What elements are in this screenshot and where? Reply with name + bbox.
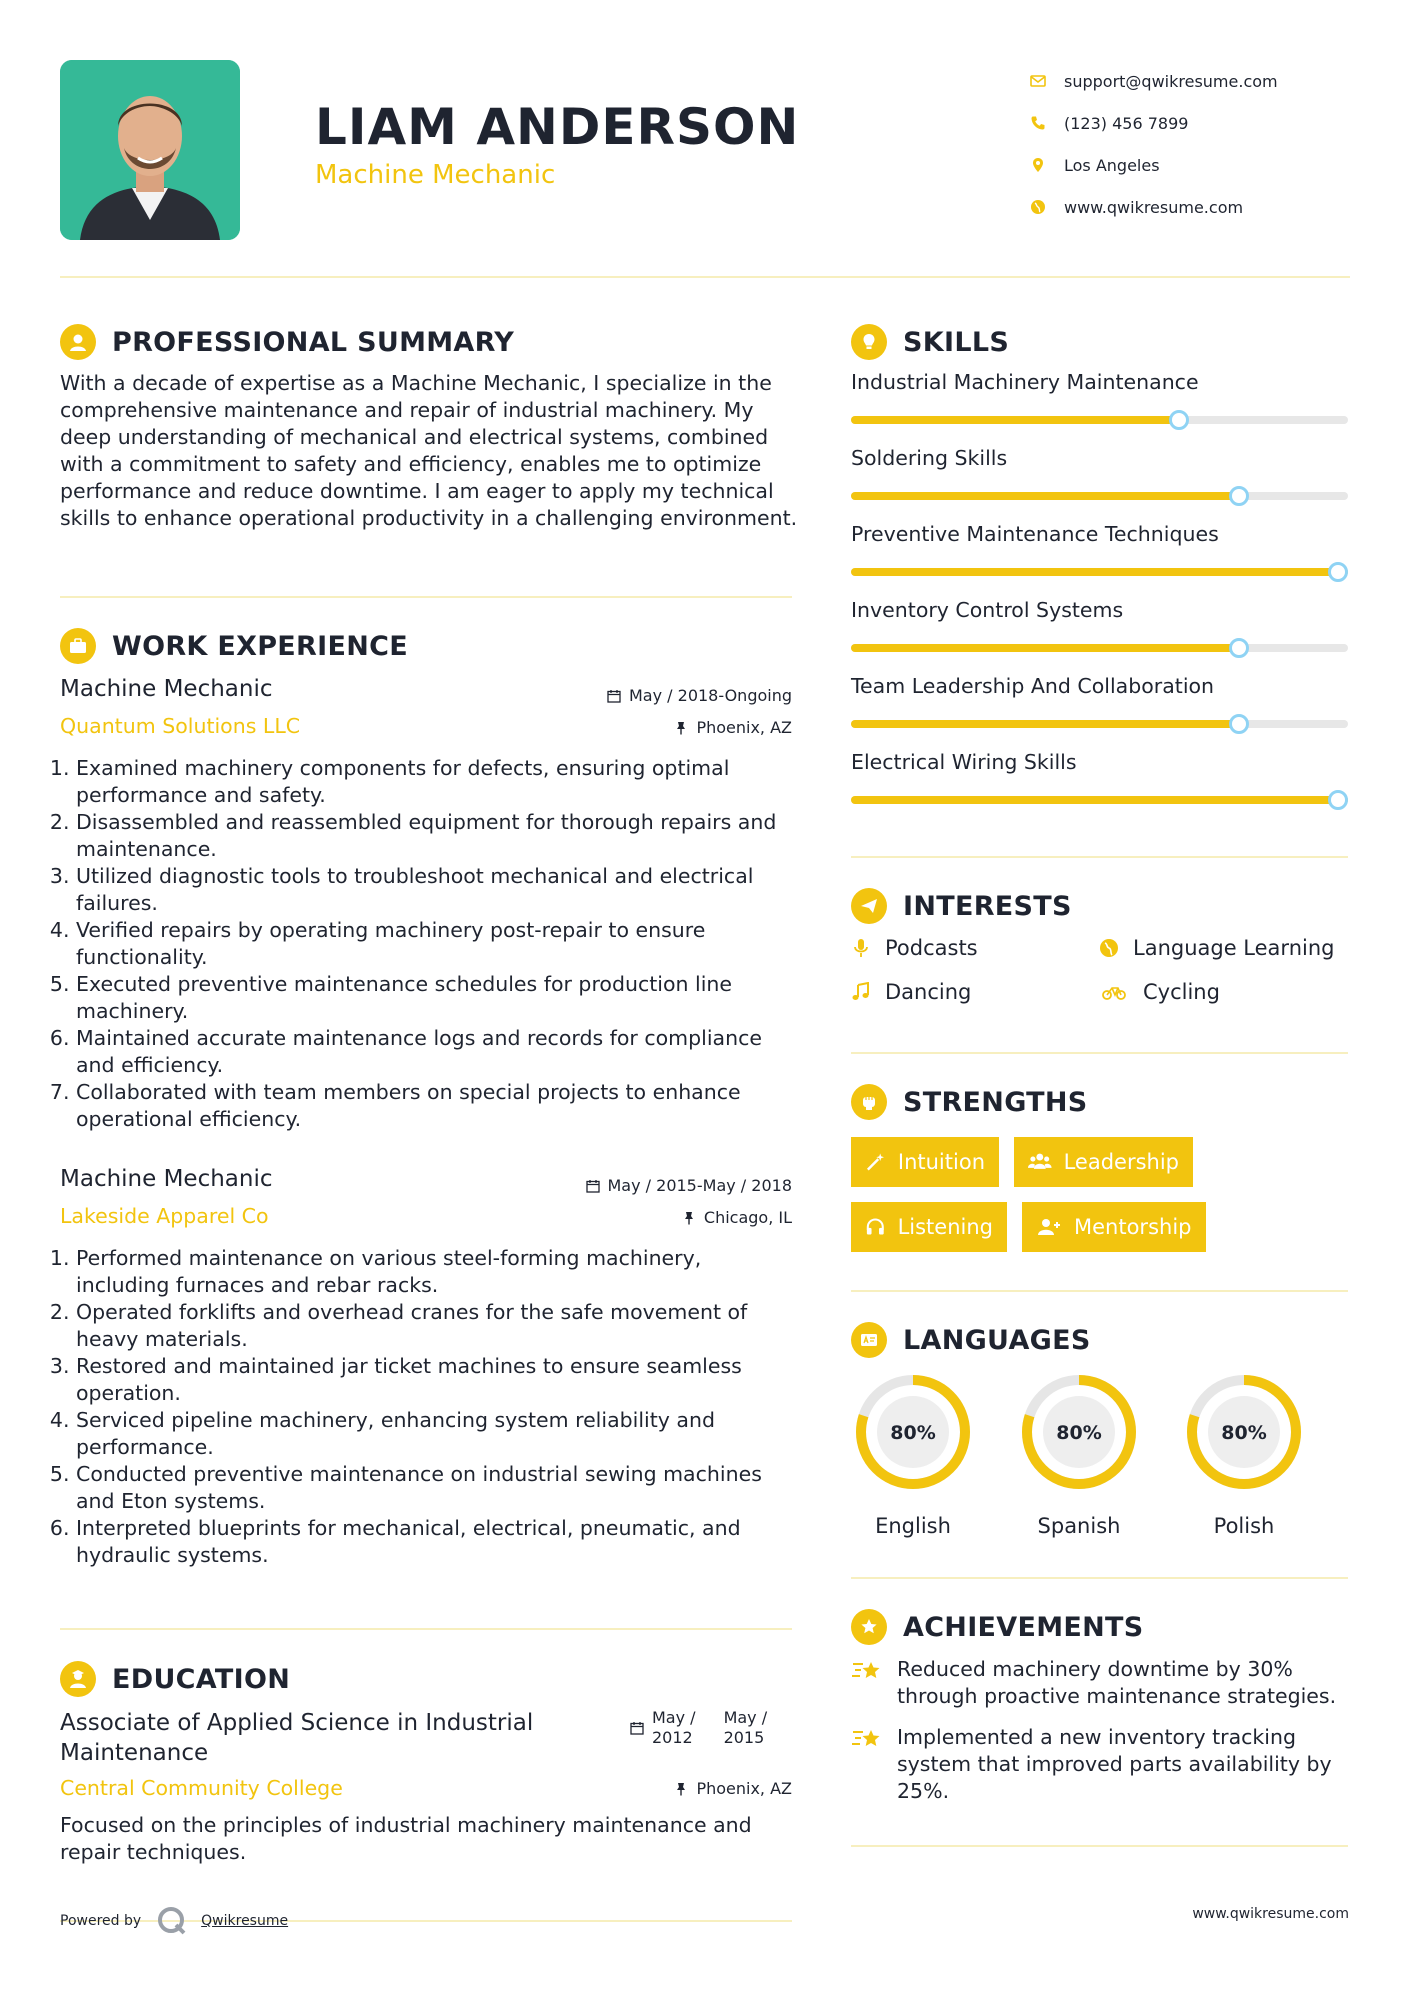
- language-percent: 80%: [890, 1422, 936, 1444]
- contact-list: [1030, 60, 1320, 228]
- skills-heading: [851, 324, 1009, 360]
- job-2-duties: [58, 1245, 798, 1569]
- bicycle-icon: [1099, 982, 1129, 1002]
- skill-track: [851, 568, 1348, 576]
- language-item: [1182, 1370, 1306, 1538]
- skill-fill: [851, 720, 1239, 728]
- language-item: [1017, 1370, 1141, 1538]
- job-1-title: Machine Mechanic: [60, 676, 273, 702]
- strengths-title: STRENGTHS: [903, 1086, 1088, 1118]
- skill-level-handle: [1229, 486, 1249, 506]
- education-description: Focused on the principles of industrial machinery maintenance and repair techniques.: [60, 1813, 752, 1864]
- job-1-dates: [520, 686, 792, 705]
- user-icon: [60, 324, 96, 360]
- name-block: [315, 98, 799, 190]
- summary-text: With a decade of expertise as a Machine Mechanic, I specialize in the comprehensive maintenance and repair of industrial machinery. My deep understanding of mechanical and electrical systems, combined with a commitment to safety and efficiency, enables me to optimize performance and reduce downtime. I am eager to apply my technical skills to enhance operational productivity in a challenging environment.: [60, 371, 798, 530]
- contact-phone[interactable]: [1030, 102, 1320, 144]
- education-end-month: May /: [723, 1708, 768, 1727]
- languages-heading: [851, 1322, 1091, 1358]
- pushpin-icon: [674, 721, 688, 735]
- website-text: www.qwikresume.com: [1064, 197, 1244, 217]
- envelope-icon: [1030, 73, 1064, 89]
- skill-label: Industrial Machinery Maintenance: [851, 370, 1199, 394]
- skill-track: [851, 644, 1348, 652]
- skills-title: SKILLS: [903, 326, 1010, 358]
- job-1-duty: 5. Executed preventive maintenance schedules for production line machinery.: [76, 971, 798, 1025]
- footer-site[interactable]: www.qwikresume.com: [1192, 1906, 1349, 1922]
- contact-email[interactable]: [1030, 60, 1320, 102]
- skill-label: Soldering Skills: [851, 446, 1008, 470]
- language-ring: [851, 1370, 975, 1494]
- calendar-icon: [630, 1721, 644, 1735]
- contact-website[interactable]: [1030, 186, 1320, 228]
- language-percent: 80%: [1221, 1422, 1267, 1444]
- powered-by-label: Powered by: [60, 1913, 142, 1929]
- skill-label: Team Leadership And Collaboration: [851, 674, 1215, 698]
- globe-icon: [1099, 938, 1119, 958]
- experience-title: WORK EXPERIENCE: [112, 630, 408, 662]
- pushpin-icon: [674, 1782, 688, 1796]
- user-plus-icon: [1036, 1216, 1062, 1238]
- job-2-duty: 4. Serviced pipeline machinery, enhancing system reliability and performance.: [76, 1407, 798, 1461]
- job-2-duty: 2. Operated forklifts and overhead cranes for the safe movement of heavy materials.: [76, 1299, 798, 1353]
- skill-track: [851, 416, 1348, 424]
- strength-label: Leadership: [1063, 1150, 1179, 1174]
- calendar-icon: [586, 1179, 600, 1193]
- strengths-divider: [851, 1290, 1348, 1292]
- interest-label: Language Learning: [1133, 936, 1335, 960]
- job-1-location-text: Phoenix, AZ: [696, 718, 792, 737]
- education-start-month: May /: [652, 1708, 696, 1727]
- interest-cycling: [1099, 980, 1220, 1004]
- interests-title: INTERESTS: [903, 890, 1072, 922]
- profile-photo: [60, 60, 240, 240]
- job-1-duties: [58, 755, 798, 1133]
- achievement-text: Reduced machinery downtime by 30% through proactive maintenance strategies.: [897, 1657, 1337, 1708]
- achievement-item: [851, 1724, 1351, 1805]
- summary-divider: [60, 596, 792, 598]
- interest-podcasts: [851, 936, 978, 960]
- footer-powered-by: [60, 1904, 288, 1938]
- job-1-duty: 2. Disassembled and reassembled equipment for thorough repairs and maintenance.: [76, 809, 798, 863]
- degree-title: Associate of Applied Science in Industrial Maintenance: [60, 1710, 534, 1766]
- lightbulb-icon: [851, 324, 887, 360]
- map-pin-icon: [1030, 157, 1064, 173]
- shooting-star-icon: [851, 1724, 885, 1754]
- globe-icon: [1030, 199, 1064, 215]
- skill-track: [851, 720, 1348, 728]
- contact-location: [1030, 144, 1320, 186]
- job-2-company: Lakeside Apparel Co: [60, 1204, 269, 1228]
- job-2-duty: 3. Restored and maintained jar ticket machines to ensure seamless operation.: [76, 1353, 798, 1407]
- language-name: Polish: [1213, 1514, 1275, 1538]
- phone-text: (123) 456 7899: [1064, 113, 1189, 133]
- skill-level-handle: [1328, 790, 1348, 810]
- achievements-divider: [851, 1845, 1348, 1847]
- job-1-duty: 7. Collaborated with team members on special projects to enhance operational efficiency.: [76, 1079, 798, 1133]
- strengths-heading: [851, 1084, 1088, 1120]
- microphone-icon: [851, 938, 871, 958]
- job-2-duty: 6. Interpreted blueprints for mechanical, electrical, pneumatic, and hydraulic systems.: [76, 1515, 798, 1569]
- interest-label: Dancing: [885, 980, 972, 1004]
- shooting-star-icon: [851, 1656, 885, 1686]
- job-2-duty: 1. Performed maintenance on various steel-forming machinery, including furnaces and rebar racks.: [76, 1245, 798, 1299]
- qwikresume-link[interactable]: Qwikresume: [201, 1913, 289, 1929]
- skill-fill: [851, 568, 1348, 576]
- header-divider: [60, 276, 1350, 278]
- interest-dancing: [851, 980, 971, 1004]
- education-end-year: 2015: [723, 1728, 765, 1747]
- fist-icon: [851, 1084, 887, 1120]
- skill-level-handle: [1229, 638, 1249, 658]
- strength-tag-listening: [851, 1202, 1007, 1252]
- job-2-dates: [500, 1176, 792, 1195]
- experience-divider: [60, 1628, 792, 1630]
- calendar-icon: [607, 689, 621, 703]
- summary-heading: [60, 324, 514, 360]
- interests-divider: [851, 1052, 1348, 1054]
- job-1-company: Quantum Solutions LLC: [60, 714, 301, 738]
- skill-label: Inventory Control Systems: [851, 598, 1124, 622]
- skill-track: [851, 492, 1348, 500]
- education-end: [724, 1708, 768, 1748]
- achievement-text: Implemented a new inventory tracking system that improved parts availability by 25%.: [897, 1725, 1332, 1803]
- phone-icon: [1030, 115, 1064, 131]
- skill-label: Electrical Wiring Skills: [851, 750, 1077, 774]
- language-ring: [1182, 1370, 1306, 1494]
- skill-level-handle: [1328, 562, 1348, 582]
- interest-label: Cycling: [1143, 980, 1220, 1004]
- strength-tag-leadership: [1014, 1137, 1193, 1187]
- language-name: English: [875, 1514, 951, 1538]
- graduation-icon: [60, 1661, 96, 1697]
- education-start: [652, 1708, 696, 1748]
- education-dates: [630, 1708, 792, 1748]
- job-2-dates-text: May / 2015-May / 2018: [607, 1176, 792, 1195]
- music-note-icon: [851, 982, 871, 1002]
- resume-header: [60, 60, 1350, 240]
- school-name: Central Community College: [60, 1776, 343, 1800]
- language-name: Spanish: [1037, 1514, 1121, 1538]
- summary-title: PROFESSIONAL SUMMARY: [112, 326, 515, 358]
- strength-tag-intuition: [851, 1137, 999, 1187]
- skill-fill: [851, 796, 1348, 804]
- job-2-location-text: Chicago, IL: [703, 1208, 792, 1227]
- candidate-name: LIAM ANDERSON: [315, 98, 800, 156]
- education-heading: [60, 1661, 290, 1697]
- interests-heading: [851, 888, 1072, 924]
- language-item: [851, 1370, 975, 1538]
- job-1-location: [520, 718, 792, 737]
- achievement-item: [851, 1656, 1351, 1710]
- job-2-location: [520, 1208, 792, 1227]
- skills-divider: [851, 856, 1348, 858]
- pushpin-icon: [682, 1211, 696, 1225]
- education-location-text: Phoenix, AZ: [696, 1779, 792, 1798]
- skill-track: [851, 796, 1348, 804]
- achievements-heading: [851, 1609, 1144, 1645]
- qwikresume-logo-icon: [155, 1904, 189, 1938]
- location-text: Los Angeles: [1064, 155, 1160, 175]
- strength-tag-mentorship: [1022, 1202, 1206, 1252]
- interest-label: Podcasts: [885, 936, 978, 960]
- education-location: [520, 1779, 792, 1798]
- education-title: EDUCATION: [112, 1663, 291, 1695]
- strength-label: Mentorship: [1074, 1215, 1192, 1239]
- skill-fill: [851, 416, 1179, 424]
- job-1-dates-text: May / 2018-Ongoing: [629, 686, 792, 705]
- users-icon: [1028, 1151, 1052, 1173]
- job-2-duty: 5. Conducted preventive maintenance on industrial sewing machines and Eton systems.: [76, 1461, 798, 1515]
- language-card-icon: [851, 1322, 887, 1358]
- strength-label: Intuition: [897, 1150, 985, 1174]
- paper-plane-icon: [851, 888, 887, 924]
- skill-level-handle: [1169, 410, 1189, 430]
- skill-fill: [851, 644, 1239, 652]
- candidate-title: Machine Mechanic: [315, 160, 556, 190]
- languages-title: LANGUAGES: [903, 1324, 1091, 1356]
- email-text: support@qwikresume.com: [1064, 71, 1278, 91]
- job-1-duty: 1. Examined machinery components for defects, ensuring optimal performance and safety.: [76, 755, 798, 809]
- magic-wand-icon: [865, 1151, 886, 1173]
- achievements-title: ACHIEVEMENTS: [903, 1611, 1144, 1643]
- briefcase-icon: [60, 628, 96, 664]
- headphones-icon: [865, 1216, 886, 1238]
- education-start-year: 2012: [652, 1728, 693, 1747]
- strength-label: Listening: [897, 1215, 993, 1239]
- job-2-title: Machine Mechanic: [60, 1166, 273, 1192]
- job-1-duty: 3. Utilized diagnostic tools to troubleshoot mechanical and electrical failures.: [76, 863, 798, 917]
- interest-language-learning: [1099, 936, 1334, 960]
- skill-label: Preventive Maintenance Techniques: [851, 522, 1219, 546]
- job-1-duty: 6. Maintained accurate maintenance logs and records for compliance and efficiency.: [76, 1025, 798, 1079]
- language-ring: [1017, 1370, 1141, 1494]
- language-percent: 80%: [1056, 1422, 1102, 1444]
- experience-heading: [60, 628, 408, 664]
- job-1-duty: 4. Verified repairs by operating machinery post-repair to ensure functionality.: [76, 917, 798, 971]
- skill-fill: [851, 492, 1239, 500]
- star-badge-icon: [851, 1609, 887, 1645]
- languages-divider: [851, 1577, 1348, 1579]
- skill-level-handle: [1229, 714, 1249, 734]
